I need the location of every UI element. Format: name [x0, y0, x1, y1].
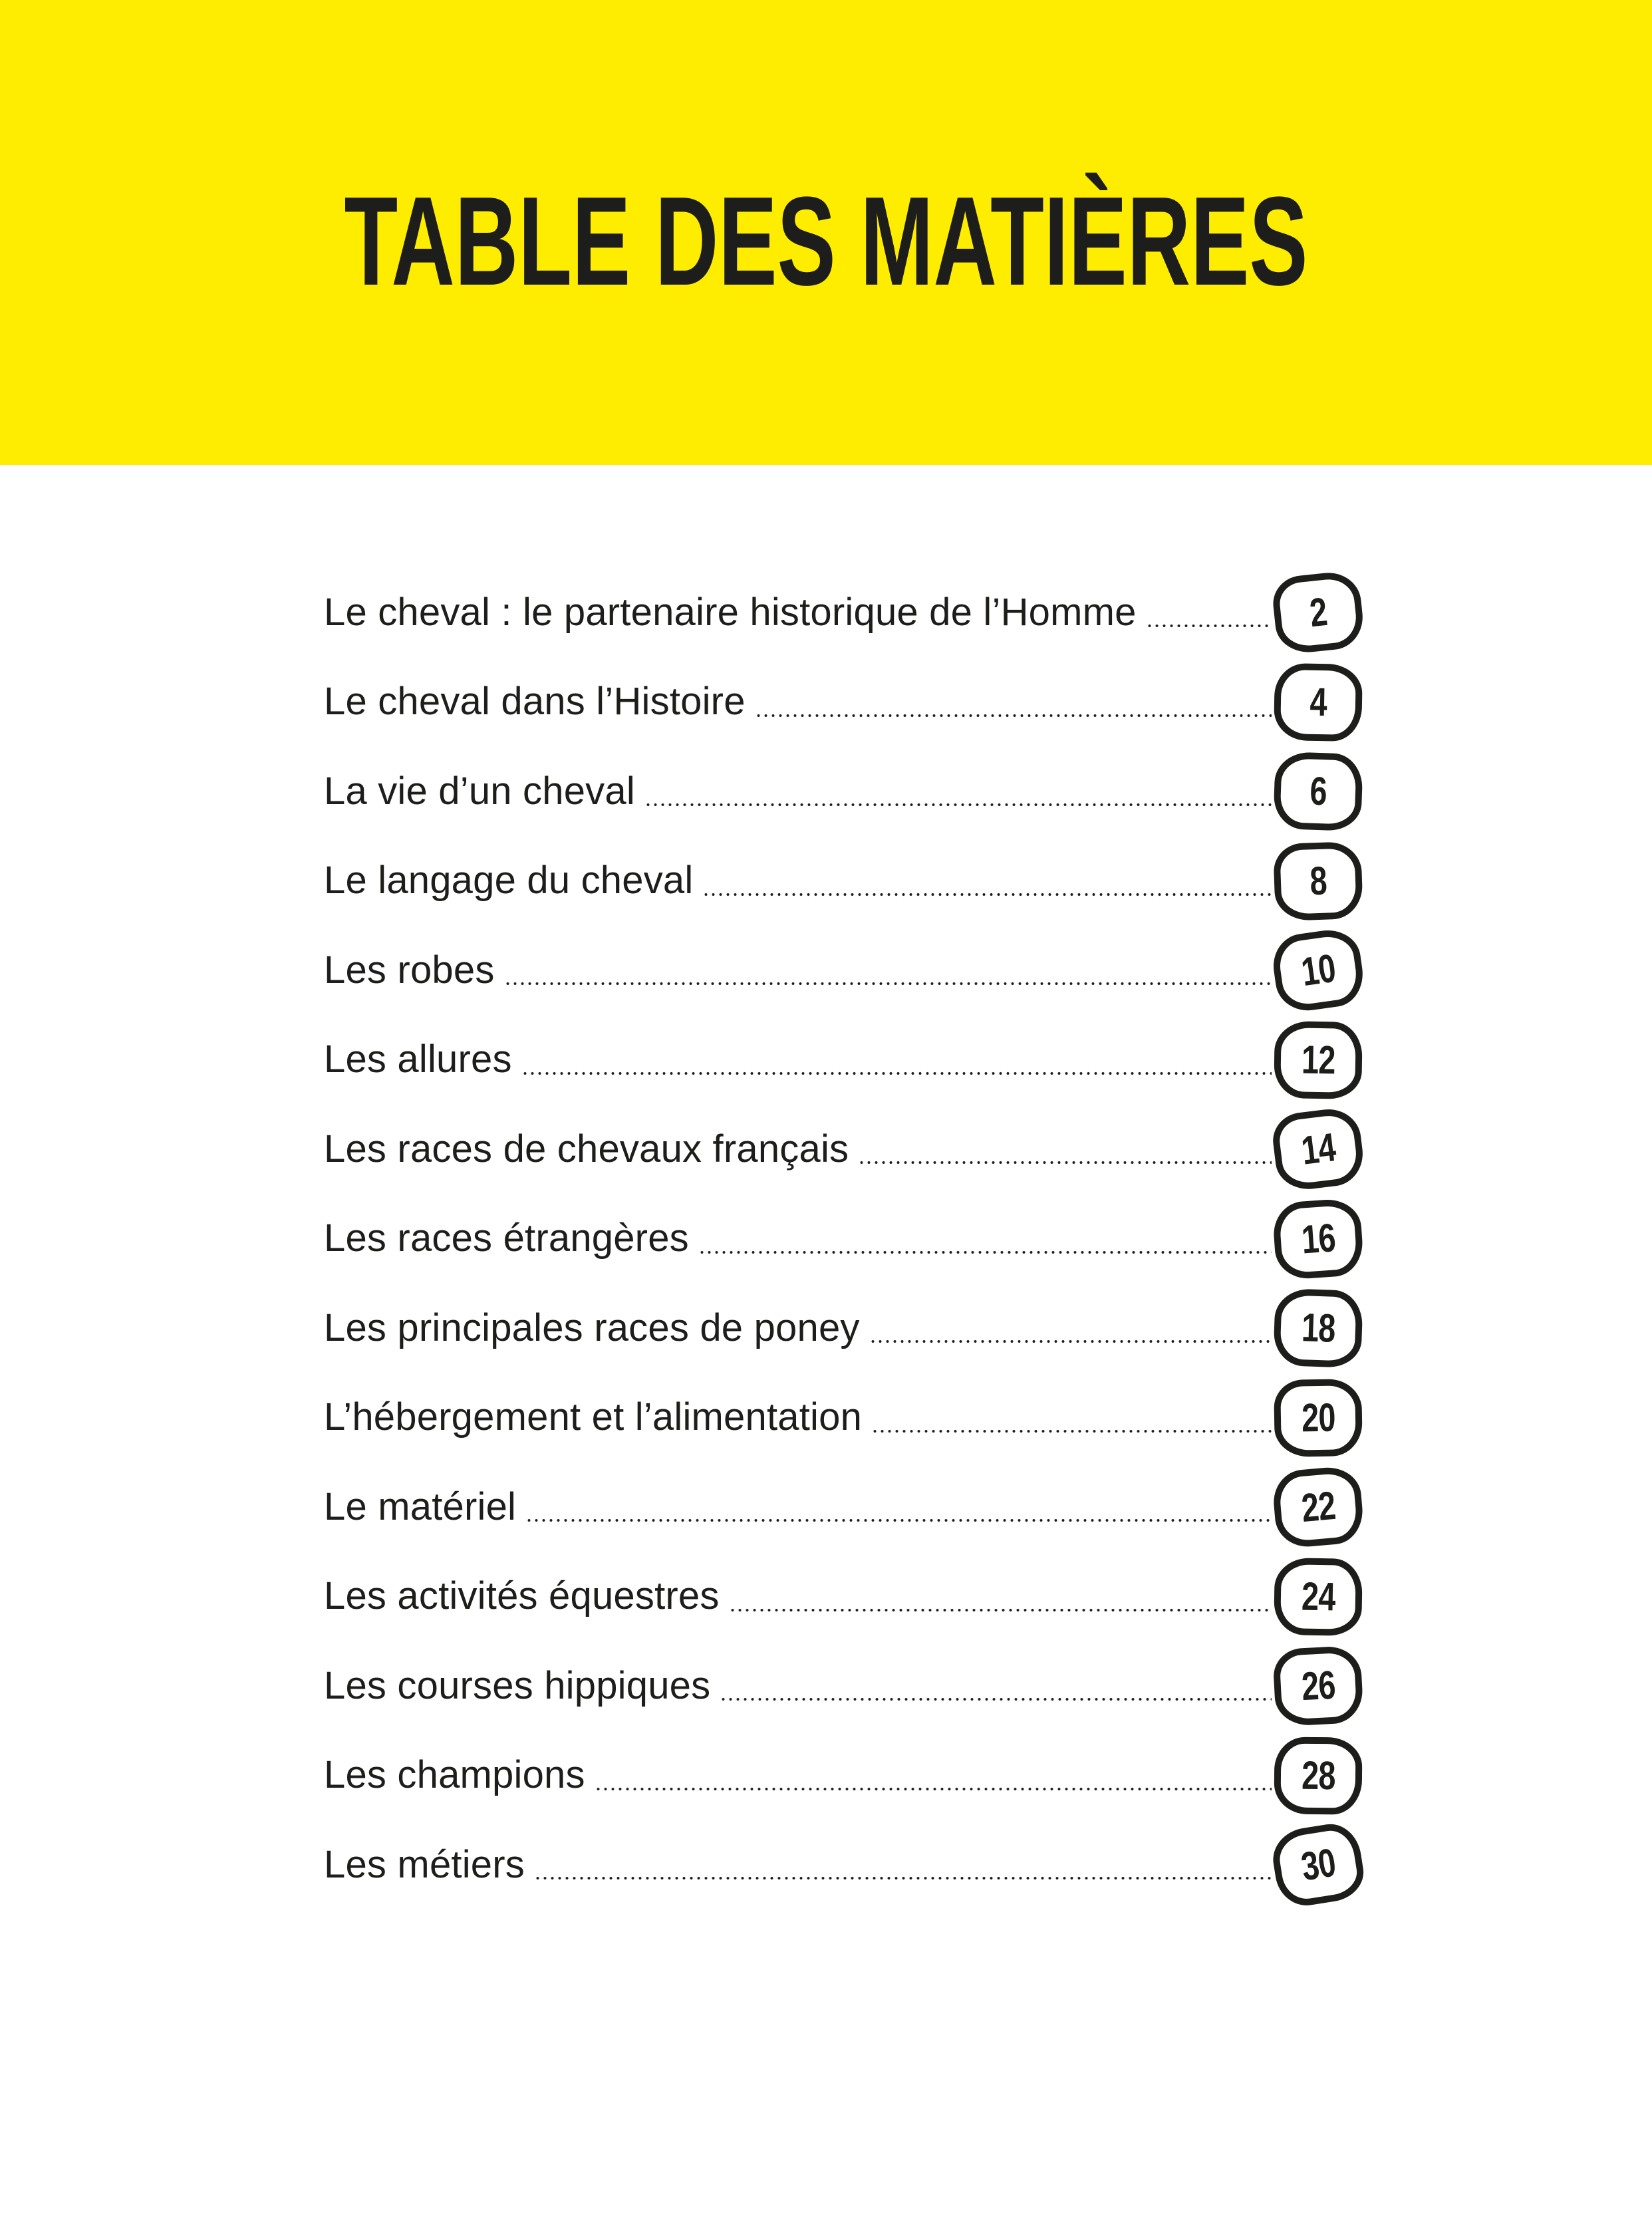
toc-entry[interactable]: [324, 1105, 1362, 1194]
dotted-leader: [521, 1071, 1272, 1075]
toc-entry[interactable]: [324, 1194, 1362, 1284]
toc-entry-label: Les métiers: [324, 1842, 525, 1886]
page-number: 22: [1299, 1483, 1337, 1531]
toc-entry[interactable]: [324, 1552, 1362, 1642]
page-number-badge: [1274, 1737, 1362, 1814]
dotted-leader: [595, 1787, 1272, 1791]
dotted-leader: [698, 1250, 1272, 1254]
page-number: 8: [1309, 858, 1327, 904]
toc-entry-label: Les principales races de poney: [324, 1306, 860, 1349]
toc-entry-label: Le cheval : le partenaire historique de l’Homme: [324, 590, 1137, 634]
toc-entry[interactable]: [324, 1373, 1362, 1463]
page-number-badge: [1274, 663, 1363, 742]
page-number: 14: [1298, 1125, 1338, 1174]
dotted-leader: [504, 982, 1272, 986]
dotted-leader: [525, 1518, 1272, 1522]
toc-entry[interactable]: [324, 747, 1362, 837]
dotted-leader: [869, 1339, 1272, 1343]
page-number: 6: [1309, 768, 1327, 814]
title-banner-canvas: [0, 0, 1652, 465]
toc-entry[interactable]: [324, 1016, 1362, 1105]
page-number-badge: [1270, 926, 1367, 1015]
toc-entry-label: Les activités équestres: [324, 1574, 720, 1618]
page-number-badge: [1274, 1021, 1363, 1099]
page-number-badge: [1272, 1645, 1364, 1727]
dotted-leader: [729, 1608, 1272, 1612]
page-number-badge: [1273, 752, 1363, 832]
toc-entry-label: Le cheval dans l’Histoire: [324, 680, 746, 724]
page-number-badge: [1270, 570, 1365, 656]
page-number-badge: [1272, 1197, 1365, 1280]
page-number: 10: [1298, 946, 1338, 995]
dotted-leader: [720, 1697, 1272, 1701]
dotted-leader: [702, 893, 1272, 897]
dotted-leader: [858, 1161, 1272, 1165]
page-number-badge: [1269, 1820, 1368, 1910]
page-title: TABLE DES MATIÈRES: [344, 171, 1308, 312]
page-number: 2: [1307, 589, 1329, 636]
page-number: 18: [1300, 1305, 1336, 1351]
page-number-badge: [1274, 1558, 1363, 1636]
header-banner: [0, 0, 1652, 465]
page-number: 26: [1300, 1662, 1336, 1709]
toc-entry-label: La vie d’un cheval: [324, 769, 635, 813]
toc-entry[interactable]: [324, 658, 1362, 748]
toc-entry[interactable]: [324, 1820, 1362, 1910]
toc-entry[interactable]: [324, 1284, 1362, 1373]
toc-entry-label: L’hébergement et l’alimentation: [324, 1395, 863, 1439]
toc-entry[interactable]: [324, 1462, 1362, 1552]
toc-entry[interactable]: [324, 1641, 1362, 1731]
page-number: 16: [1300, 1215, 1337, 1262]
dotted-leader: [1146, 624, 1272, 628]
toc-entry-label: Le matériel: [324, 1484, 517, 1528]
page-number: 24: [1301, 1574, 1335, 1619]
toc-entry[interactable]: [324, 926, 1362, 1016]
page-number: 4: [1309, 679, 1327, 724]
page-number-badge: [1273, 841, 1363, 921]
toc-entry[interactable]: [324, 837, 1362, 926]
toc-entry-label: Le langage du cheval: [324, 859, 694, 903]
dotted-leader: [871, 1429, 1272, 1433]
toc-entry-label: Les races étrangères: [324, 1216, 689, 1260]
toc-entry-label: Les courses hippiques: [324, 1663, 711, 1707]
toc-entry-label: Les allures: [324, 1038, 512, 1081]
toc-entry[interactable]: [324, 1731, 1362, 1821]
toc-entry[interactable]: [324, 568, 1362, 658]
toc-entry-label: Les robes: [324, 948, 495, 992]
toc-entry-label: Les champions: [324, 1753, 585, 1797]
toc-list: [324, 568, 1362, 1910]
page-number-badge: [1273, 1288, 1363, 1369]
page-number-badge: [1274, 1379, 1363, 1457]
page-number: 12: [1301, 1037, 1335, 1083]
page-number: 28: [1301, 1752, 1335, 1798]
toc-entry-label: Les races de chevaux français: [324, 1127, 849, 1171]
page-number-badge: [1270, 1106, 1366, 1193]
page-number: 20: [1301, 1395, 1335, 1441]
page-number: 30: [1298, 1840, 1339, 1889]
dotted-leader: [755, 714, 1272, 718]
dotted-leader: [534, 1876, 1272, 1880]
dotted-leader: [644, 803, 1272, 807]
page-number-badge: [1271, 1465, 1365, 1550]
